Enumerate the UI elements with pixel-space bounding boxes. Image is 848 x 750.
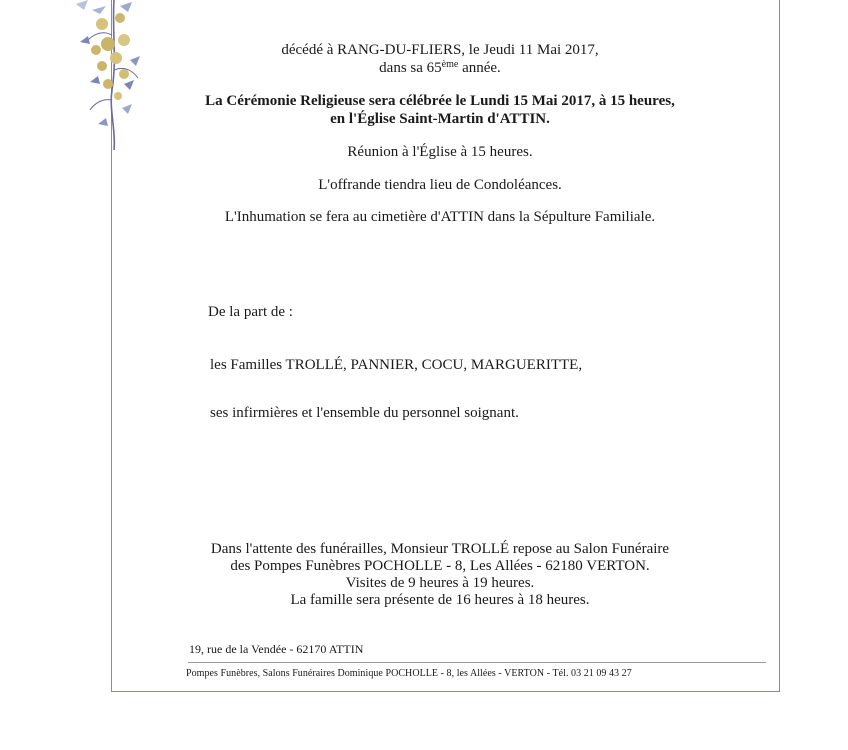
offrande-line: L'offrande tiendra lieu de Condoléances. bbox=[318, 177, 562, 193]
family-presence-line: La famille sera présente de 16 heures à 18 heures. bbox=[290, 592, 590, 608]
family-address: 19, rue de la Vendée - 62170 ATTIN bbox=[189, 642, 364, 656]
staff-line: ses infirmières et l'ensemble du personnel soignant. bbox=[210, 405, 519, 421]
footer-divider bbox=[188, 662, 766, 663]
families-line: les Familles TROLLÉ, PANNIER, COCU, MARGUERITTE, bbox=[210, 357, 583, 373]
death-info-line: décédé à RANG-DU-FLIERS, le Jeudi 11 Mai 2017, bbox=[281, 42, 599, 58]
age-line: dans sa 65ème année. bbox=[379, 59, 501, 76]
visits-line: Visites de 9 heures à 19 heures. bbox=[345, 575, 535, 591]
funeral-home-line-2: des Pompes Funèbres POCHOLLE - 8, Les Allées - 62180 VERTON. bbox=[230, 558, 650, 574]
from-label: De la part de : bbox=[208, 304, 293, 320]
funeral-director-footer: Pompes Funèbres, Salons Funéraires Dominique POCHOLLE - 8, les Allées - VERTON - Tél. 03 21 09 43 27 bbox=[186, 668, 632, 679]
frame-right-border bbox=[779, 0, 780, 692]
inhumation-line: L'Inhumation se fera au cimetière d'ATTIN dans la Sépulture Familiale. bbox=[224, 209, 656, 225]
frame-bottom-border bbox=[111, 691, 780, 692]
reunion-line: Réunion à l'Église à 15 heures. bbox=[347, 144, 533, 160]
ceremony-line-1: La Cérémonie Religieuse sera célébrée le Lundi 15 Mai 2017, à 15 heures, bbox=[205, 93, 675, 109]
ceremony-line-2: en l'Église Saint-Martin d'ATTIN. bbox=[330, 111, 550, 127]
floral-ornament-icon bbox=[62, 0, 152, 150]
funeral-home-line-1: Dans l'attente des funérailles, Monsieur TROLLÉ repose au Salon Funéraire bbox=[210, 541, 670, 557]
